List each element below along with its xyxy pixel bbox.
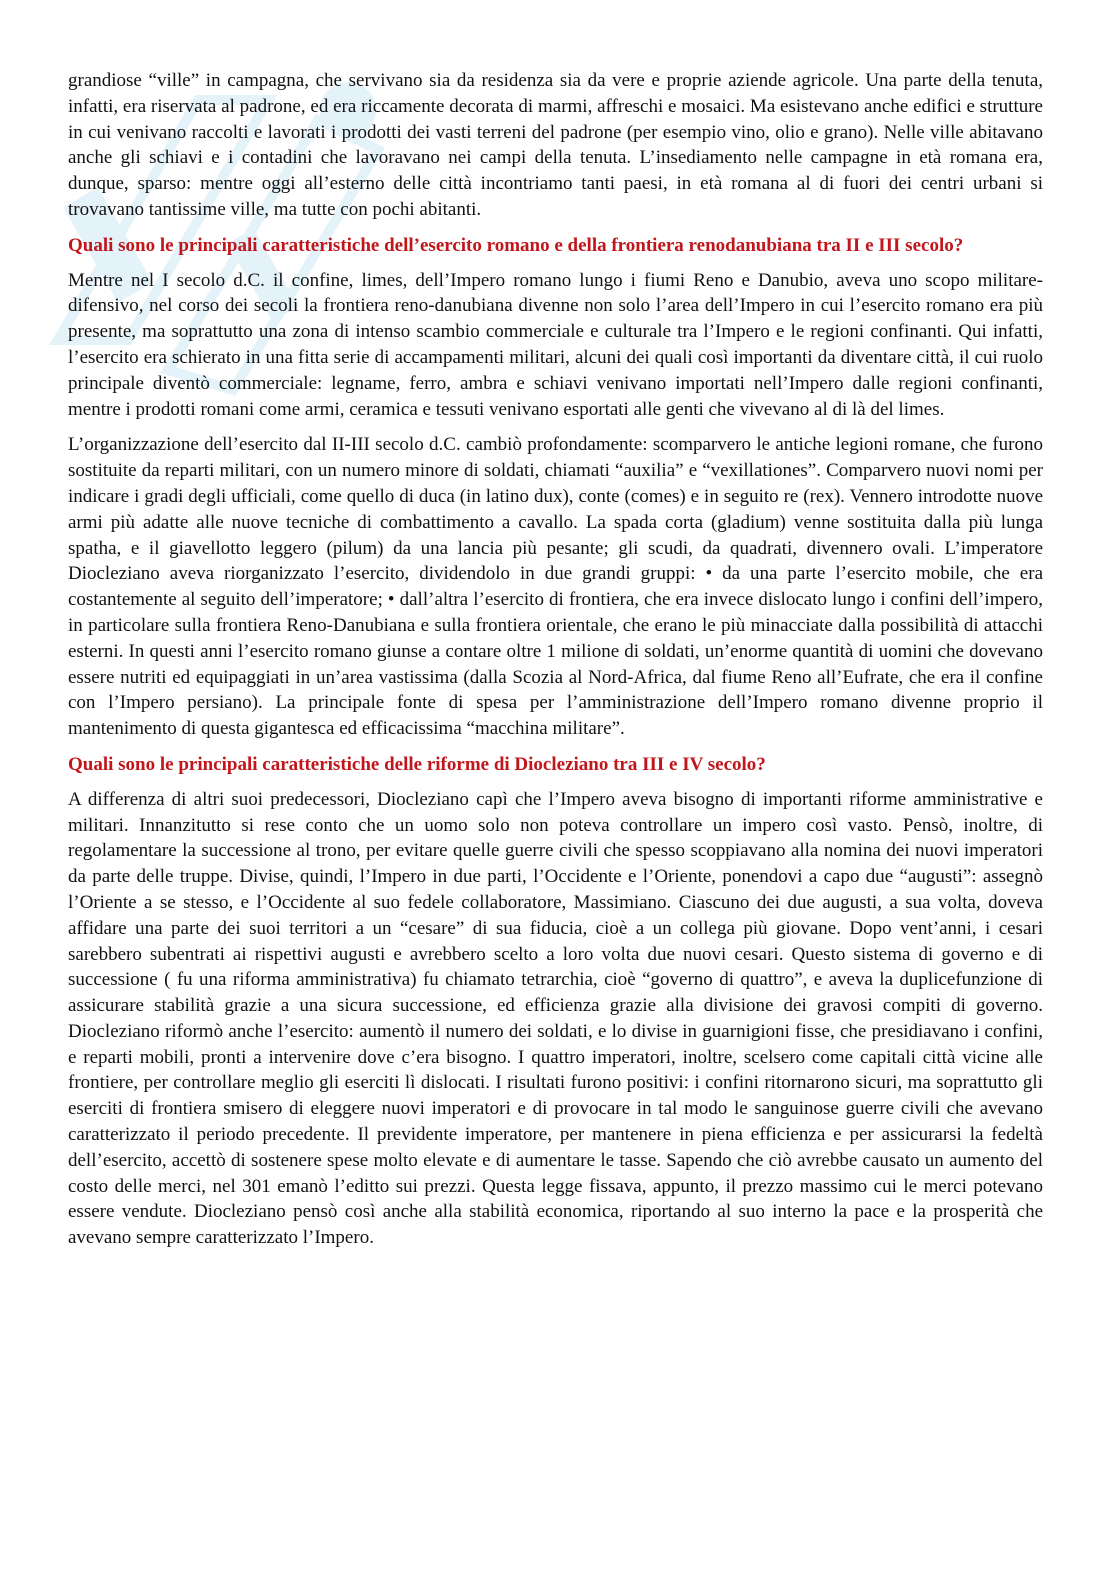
question-heading-army: Quali sono le principali caratteristiche dell’esercito romano e della frontiera renodanubiana tra II e III secolo?: [68, 234, 964, 256]
paragraph-army-organization: L’organizzazione dell’esercito dal II-III secolo d.C. cambiò profondamente: scomparvero le antiche legioni romane, che furono sostituite da reparti militari, con un numero minore di soldati, chiamati “auxilia” e “vexillationes”. Comparvero nuovi nomi per indicare i gradi degli ufficiali, come quello di duca (in latino dux), conte (comes) e in seguito re (rex). Vennero introdotte nuove armi più adatte alle nuove tecniche di combattimento a cavallo. La spada corta (gladium) venne sostituita dalla più lunga spatha, e il giavellotto leggero (pilum) da una lancia più pesante; gli scudi, da quadrati, divennero ovali. L’imperatore Diocleziano aveva riorganizzato l’esercito, dividendolo in due grandi gruppi: • da una parte l’esercito mobile, che era costantemente al seguito dell’imperatore; • dall’altra l’esercito di frontiera, che era invece dislocato lungo i confini dell’impero, in particolare sulla frontiera Reno-Danubiana e sulla frontiera orientale, che erano le più minacciate dalla possibilità di attacchi esterni. In questi anni l’esercito romano giunse a contare oltre 1 milione di soldati, un’enorme quantità di uomini che dovevano essere nutriti ed equipaggiati in un’area vastissima (dalla Scozia al Nord-Africa, dal fiume Reno all’Eufrate, che era il confine con l’Impero persiano). La principale fonte di spesa per l’amministrazione dell’Impero romano divenne proprio il mantenimento di questa gigantesca ed efficacissima “macchina militare”.: [68, 434, 1043, 740]
paragraph-diocletian-reforms: A differenza di altri suoi predecessori, Diocleziano capì che l’Impero aveva bisogno di importanti riforme amministrative e militari. Innanzitutto si rese conto che un uomo solo non poteva controllare un impero così vasto. Pensò, inoltre, di regolamentare la successione al trono, per evitare quelle guerre civili che spesso scoppiavano alla nomina dei nuovi imperatori da parte delle truppe. Divise, quindi, l’Impero in due parti, l’Occidente e l’Oriente, ponendovi a capo due “augusti”: assegnò l’Oriente a se stesso, e l’Occidente al suo fedele collaboratore, Massimiano. Ciascuno dei due augusti, a sua volta, doveva affidare una parte dei suoi territori a un “cesare” di sua fiducia, cioè a un collega più giovane. Dopo vent’anni, i cesari sarebbero subentrati ai rispettivi augusti e avrebbero scelto a loro volta due nuovi cesari. Questo sistema di governo e di successione ( fu una riforma amministrativa) fu chiamato tetrarchia, cioè “governo di quattro”, e aveva la duplicefunzione di assicurare stabilità grazie a una sicura successione, ed efficienza grazie alla divisione dei gravosi compiti di governo. Diocleziano riformò anche l’esercito: aumentò il numero dei soldati, e lo divise in guarnigioni fisse, che presidiavano i confini, e reparti mobili, pronti a intervenire dove c’era bisogno. I quattro imperatori, inoltre, scelsero come capitali città vicine alle frontiere, per controllare meglio gli eserciti lì dislocati. I risultati furono positivi: i confini ritornarono sicuri, ma soprattutto gli eserciti di frontiera smisero di eleggere nuovi imperatori e di provocare in tal modo le sanguinose guerre civili che avevano caratterizzato il periodo precedente. Il previdente imperatore, per mantenere in piena efficienza e per assicurarsi la fedeltà dell’esercito, accettò di sostenere spese molto elevate e di aumentare le tasse. Sapendo che ciò avrebbe causato un aumento del costo delle merci, nel 301 emanò l’editto sui prezzi. Questa legge fissava, appunto, il prezzo massimo cui le merci potevano essere vendute. Diocleziano pensò così anche alla stabilità economica, riportando al suo interno la pace e la prosperità che avevano sempre caratterizzato l’Impero.: [68, 788, 1043, 1249]
question-heading-reforms: Quali sono le principali caratteristiche delle riforme di Diocleziano tra III e IV secolo?: [68, 753, 766, 775]
paragraph-intro: grandiose “ville” in campagna, che servivano sia da residenza sia da vere e proprie aziende agricole. Una parte della tenuta, infatti, era riservata al padrone, ed era riccamente decorata di marmi, affreschi e mosaici. Ma esistevano anche edifici e strutture in cui venivano raccolti e lavorati i prodotti dei vasti terreni del padrone (per esempio vino, olio e grano). Nelle ville abitavano anche gli schiavi e i contadini che lavoravano nei campi della tenuta. L’insediamento nelle campagne in età romana era, dunque, sparso: mentre oggi all’esterno delle città incontriamo tanti paesi, in età romana al di fuori dei centri urbani si trovavano tantissime ville, ma tutte con pochi abitanti.: [68, 70, 1043, 220]
document-page: [68, 68, 1043, 1261]
paragraph-frontier: Mentre nel I secolo d.C. il confine, limes, dell’Impero romano lungo i fiumi Reno e Danubio, aveva uno scopo militare-difensivo, nel corso dei secoli la frontiera reno-danubiana divenne non solo l’area dell’Impero in cui l’esercito romano era più presente, ma soprattutto una zona di intenso scambio commerciale e culturale tra l’Impero e le regioni confinanti. Qui infatti, l’esercito era schierato in una fitta serie di accampamenti militari, alcuni dei quali così importanti da diventare città, il cui ruolo principale diventò commerciale: legname, ferro, ambra e schiavi venivano importati nell’Impero dalle regioni confinanti, mentre i prodotti romani come armi, ceramica e tessuti venivano esportati alle genti che vivevano al di là del limes.: [68, 269, 1043, 420]
